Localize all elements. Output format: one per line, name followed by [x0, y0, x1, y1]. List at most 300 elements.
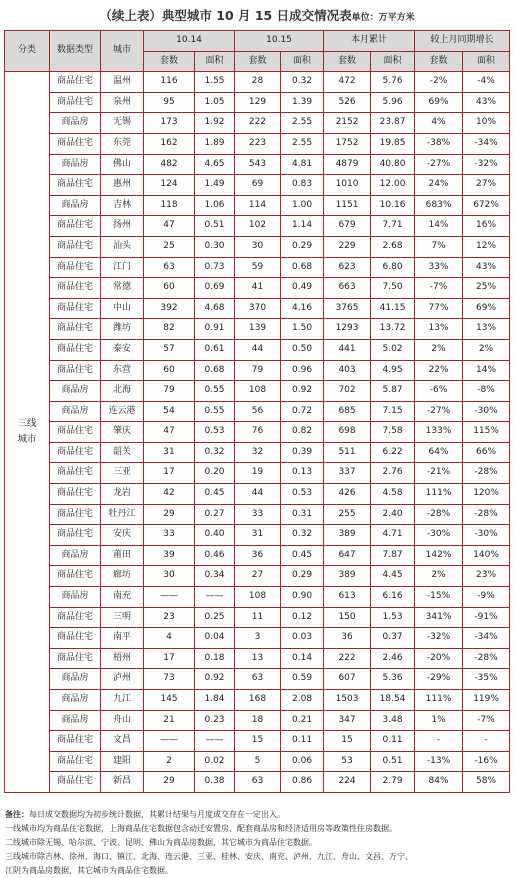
units-1015-cell: 30 — [235, 236, 281, 257]
units-growth-cell: 133% — [415, 422, 463, 443]
area-1014-cell: 0.46 — [195, 545, 235, 566]
city-cell: 南充 — [101, 587, 144, 608]
area-month-cell: 3.48 — [371, 710, 415, 731]
units-growth-cell: 2% — [415, 339, 463, 360]
units-growth-cell: -38% — [415, 133, 463, 154]
data-type-cell: 商品房 — [50, 587, 101, 608]
area-month-cell: 12.00 — [371, 175, 415, 196]
units-month-cell: 679 — [324, 216, 371, 237]
units-1014-cell: 145 — [144, 690, 195, 711]
area-growth-cell: - — [463, 731, 510, 752]
area-growth-cell: 2% — [463, 339, 510, 360]
city-cell: 泸州 — [101, 669, 144, 690]
units-1014-cell: 21 — [144, 710, 195, 731]
units-1015-cell: 32 — [235, 442, 281, 463]
header-area: 面积 — [195, 51, 235, 72]
area-1014-cell: 0.02 — [195, 751, 235, 772]
units-growth-cell: -27% — [415, 401, 463, 422]
data-type-cell: 商品住宅 — [50, 607, 101, 628]
units-month-cell: 441 — [324, 339, 371, 360]
units-1015-cell: 11 — [235, 607, 281, 628]
units-1015-cell: 28 — [235, 72, 281, 93]
units-1014-cell: 79 — [144, 381, 195, 402]
transaction-table — [4, 30, 510, 793]
units-1015-cell: 222 — [235, 113, 281, 134]
city-cell: 东营 — [101, 360, 144, 381]
units-month-cell: 426 — [324, 484, 371, 505]
area-1015-cell: 1.50 — [281, 319, 324, 340]
city-cell: 潍坊 — [101, 319, 144, 340]
area-1014-cell: 0.55 — [195, 381, 235, 402]
area-month-cell: 6.22 — [371, 442, 415, 463]
area-month-cell: 4.58 — [371, 484, 415, 505]
units-month-cell: 1752 — [324, 133, 371, 154]
units-growth-cell: -15% — [415, 587, 463, 608]
units-1015-cell: 76 — [235, 422, 281, 443]
units-growth-cell: 4% — [415, 113, 463, 134]
area-growth-cell: 115% — [463, 422, 510, 443]
header-units: 套数 — [235, 51, 281, 72]
area-month-cell: 0.51 — [371, 751, 415, 772]
data-type-cell: 商品房 — [50, 545, 101, 566]
table-row — [5, 669, 510, 690]
units-month-cell: 511 — [324, 442, 371, 463]
area-1015-cell: 0.53 — [281, 484, 324, 505]
area-1014-cell: 0.27 — [195, 504, 235, 525]
units-1015-cell: 139 — [235, 319, 281, 340]
area-month-cell: 4.71 — [371, 525, 415, 546]
table-row — [5, 257, 510, 278]
table-row — [5, 587, 510, 608]
units-1014-cell: 116 — [144, 72, 195, 93]
city-cell: 新昌 — [101, 772, 144, 793]
area-month-cell: 6.80 — [371, 257, 415, 278]
data-type-cell: 商品房 — [50, 710, 101, 731]
data-type-cell: 商品住宅 — [50, 751, 101, 772]
area-1014-cell: 0.51 — [195, 216, 235, 237]
data-type-cell: 商品住宅 — [50, 175, 101, 196]
data-type-cell: 商品住宅 — [50, 772, 101, 793]
units-month-cell: 698 — [324, 422, 371, 443]
area-1014-cell: 0.55 — [195, 401, 235, 422]
units-1015-cell: 223 — [235, 133, 281, 154]
data-type-cell: 商品住宅 — [50, 298, 101, 319]
city-cell: 南平 — [101, 628, 144, 649]
area-1015-cell: 0.06 — [281, 751, 324, 772]
area-1014-cell: 0.34 — [195, 566, 235, 587]
area-1014-cell: 1.55 — [195, 72, 235, 93]
units-month-cell: 2152 — [324, 113, 371, 134]
units-month-cell: 255 — [324, 504, 371, 525]
units-1014-cell: 47 — [144, 216, 195, 237]
area-1015-cell: 0.86 — [281, 772, 324, 793]
units-1015-cell: 543 — [235, 154, 281, 175]
area-1014-cell: 1.05 — [195, 92, 235, 113]
units-1015-cell: 31 — [235, 525, 281, 546]
table-row — [5, 175, 510, 196]
data-type-cell: 商品住宅 — [50, 628, 101, 649]
area-1015-cell: 0.21 — [281, 710, 324, 731]
units-1014-cell: 63 — [144, 257, 195, 278]
table-row — [5, 463, 510, 484]
data-type-cell: 商品住宅 — [50, 278, 101, 299]
table-row — [5, 751, 510, 772]
data-type-cell: 商品房 — [50, 381, 101, 402]
area-growth-cell: -4% — [463, 72, 510, 93]
units-growth-cell: 13% — [415, 319, 463, 340]
area-growth-cell: 140% — [463, 545, 510, 566]
area-month-cell: 40.80 — [371, 154, 415, 175]
table-row — [5, 545, 510, 566]
units-growth-cell: 7% — [415, 236, 463, 257]
units-month-cell: 1503 — [324, 690, 371, 711]
data-type-cell: 商品住宅 — [50, 339, 101, 360]
area-growth-cell: 14% — [463, 360, 510, 381]
area-growth-cell: -28% — [463, 504, 510, 525]
area-growth-cell: -7% — [463, 710, 510, 731]
area-month-cell: 0.11 — [371, 731, 415, 752]
header-date-1015: 10.15 — [235, 31, 324, 52]
area-growth-cell: 10% — [463, 113, 510, 134]
area-1015-cell: 1.00 — [281, 195, 324, 216]
area-1014-cell: 1.92 — [195, 113, 235, 134]
units-1014-cell: 60 — [144, 278, 195, 299]
city-cell: 九江 — [101, 690, 144, 711]
data-type-cell: 商品住宅 — [50, 133, 101, 154]
city-cell: 北海 — [101, 381, 144, 402]
area-growth-cell: 66% — [463, 442, 510, 463]
data-type-cell: 商品住宅 — [50, 731, 101, 752]
units-1014-cell: 47 — [144, 422, 195, 443]
city-cell: 中山 — [101, 298, 144, 319]
units-1014-cell: 17 — [144, 648, 195, 669]
units-growth-cell: -7% — [415, 278, 463, 299]
data-type-cell: 商品住宅 — [50, 216, 101, 237]
units-1015-cell: 168 — [235, 690, 281, 711]
city-cell: 东莞 — [101, 133, 144, 154]
units-1014-cell: 482 — [144, 154, 195, 175]
area-growth-cell: 16% — [463, 216, 510, 237]
area-growth-cell: 25% — [463, 278, 510, 299]
area-1014-cell: 0.68 — [195, 360, 235, 381]
units-1014-cell: —— — [144, 587, 195, 608]
units-1014-cell: 4 — [144, 628, 195, 649]
table-row — [5, 607, 510, 628]
units-growth-cell: 2% — [415, 566, 463, 587]
units-growth-cell: -20% — [415, 648, 463, 669]
units-month-cell: 224 — [324, 772, 371, 793]
data-type-cell: 商品住宅 — [50, 484, 101, 505]
area-1015-cell: 0.32 — [281, 72, 324, 93]
units-1014-cell: 54 — [144, 401, 195, 422]
units-1014-cell: 39 — [144, 545, 195, 566]
units-growth-cell: 111% — [415, 690, 463, 711]
area-1014-cell: 4.65 — [195, 154, 235, 175]
area-1015-cell: 2.08 — [281, 690, 324, 711]
data-type-cell: 商品房 — [50, 401, 101, 422]
area-1015-cell: 0.29 — [281, 566, 324, 587]
area-month-cell: 0.37 — [371, 628, 415, 649]
area-month-cell: 4.45 — [371, 566, 415, 587]
table-row — [5, 422, 510, 443]
area-month-cell: 19.85 — [371, 133, 415, 154]
area-growth-cell: -91% — [463, 607, 510, 628]
area-month-cell: 7.50 — [371, 278, 415, 299]
units-growth-cell: -28% — [415, 504, 463, 525]
units-1015-cell: 5 — [235, 751, 281, 772]
data-type-cell: 商品住宅 — [50, 525, 101, 546]
units-1014-cell: 29 — [144, 504, 195, 525]
city-cell: 江门 — [101, 257, 144, 278]
area-1015-cell: 0.39 — [281, 442, 324, 463]
area-growth-cell: -34% — [463, 133, 510, 154]
city-cell: 泉州 — [101, 92, 144, 113]
units-growth-cell: 111% — [415, 484, 463, 505]
area-month-cell: 41.15 — [371, 298, 415, 319]
area-1015-cell: 0.59 — [281, 669, 324, 690]
units-1015-cell: 63 — [235, 669, 281, 690]
table-body — [5, 72, 510, 793]
units-1014-cell: 95 — [144, 92, 195, 113]
units-growth-cell: -30% — [415, 525, 463, 546]
table-row — [5, 72, 510, 93]
header-category: 分类 — [5, 31, 50, 72]
city-cell: 肇庆 — [101, 422, 144, 443]
area-1015-cell: 0.12 — [281, 607, 324, 628]
area-1015-cell: 1.39 — [281, 92, 324, 113]
area-growth-cell: 58% — [463, 772, 510, 793]
area-1014-cell: 0.25 — [195, 607, 235, 628]
table-row — [5, 566, 510, 587]
units-growth-cell: 341% — [415, 607, 463, 628]
area-1014-cell: 4.68 — [195, 298, 235, 319]
data-type-cell: 商品房 — [50, 669, 101, 690]
data-type-cell: 商品住宅 — [50, 463, 101, 484]
units-growth-cell: 33% — [415, 257, 463, 278]
area-month-cell: 5.36 — [371, 669, 415, 690]
area-month-cell: 7.15 — [371, 401, 415, 422]
unit-label: 单位：万平方米 — [351, 13, 415, 23]
units-1015-cell: 36 — [235, 545, 281, 566]
units-growth-cell: -32% — [415, 628, 463, 649]
header-units: 套数 — [415, 51, 463, 72]
units-month-cell: 526 — [324, 92, 371, 113]
table-row — [5, 236, 510, 257]
area-1014-cell: 0.23 — [195, 710, 235, 731]
data-type-cell: 商品房 — [50, 690, 101, 711]
area-1014-cell: 0.30 — [195, 236, 235, 257]
city-cell: 连云港 — [101, 401, 144, 422]
area-1015-cell: 2.55 — [281, 133, 324, 154]
area-1015-cell: 0.31 — [281, 504, 324, 525]
table-row — [5, 628, 510, 649]
area-growth-cell: -32% — [463, 154, 510, 175]
units-growth-cell: -21% — [415, 463, 463, 484]
city-cell: 舟山 — [101, 710, 144, 731]
units-month-cell: 403 — [324, 360, 371, 381]
area-1014-cell: 0.20 — [195, 463, 235, 484]
area-1015-cell: 0.92 — [281, 381, 324, 402]
units-1015-cell: 59 — [235, 257, 281, 278]
city-cell: 汕头 — [101, 236, 144, 257]
city-cell: 梧州 — [101, 648, 144, 669]
area-growth-cell: -8% — [463, 381, 510, 402]
units-growth-cell: 77% — [415, 298, 463, 319]
header-data-type: 数据类型 — [50, 31, 101, 72]
area-month-cell: 6.16 — [371, 587, 415, 608]
city-cell: 三亚 — [101, 463, 144, 484]
area-1015-cell: 0.90 — [281, 587, 324, 608]
note-line: 二线城市除无锡、哈尔滨、宁波、昆明、佛山为商品房数据，其它城市为商品住宅数据。 — [5, 838, 317, 847]
table-row — [5, 504, 510, 525]
header-date-1014: 10.14 — [144, 31, 235, 52]
header-units: 套数 — [144, 51, 195, 72]
area-1015-cell: 0.50 — [281, 339, 324, 360]
area-1014-cell: 1.06 — [195, 195, 235, 216]
area-month-cell: 7.58 — [371, 422, 415, 443]
city-cell: 吉林 — [101, 195, 144, 216]
page-title — [0, 6, 514, 28]
table-row — [5, 298, 510, 319]
data-type-cell: 商品住宅 — [50, 236, 101, 257]
units-1014-cell: 29 — [144, 772, 195, 793]
city-cell: 韶关 — [101, 442, 144, 463]
area-1014-cell: 0.40 — [195, 525, 235, 546]
units-1015-cell: 44 — [235, 484, 281, 505]
units-1015-cell: 102 — [235, 216, 281, 237]
city-cell: 惠州 — [101, 175, 144, 196]
table-row — [5, 710, 510, 731]
units-growth-cell: 84% — [415, 772, 463, 793]
table-row — [5, 690, 510, 711]
units-growth-cell: -27% — [415, 154, 463, 175]
units-growth-cell: 142% — [415, 545, 463, 566]
area-1015-cell: 0.49 — [281, 278, 324, 299]
area-growth-cell: -16% — [463, 751, 510, 772]
area-1015-cell: 0.83 — [281, 175, 324, 196]
units-month-cell: 607 — [324, 669, 371, 690]
city-cell: 安庆 — [101, 525, 144, 546]
units-month-cell: 613 — [324, 587, 371, 608]
units-month-cell: 337 — [324, 463, 371, 484]
area-month-cell: 7.87 — [371, 545, 415, 566]
units-month-cell: 4879 — [324, 154, 371, 175]
area-1015-cell: 1.14 — [281, 216, 324, 237]
data-type-cell: 商品住宅 — [50, 422, 101, 443]
note-text: 每日成交数据均为初步统计数据，其累计结果与月度成交存在一定出入。 — [29, 810, 285, 819]
area-month-cell: 4.95 — [371, 360, 415, 381]
area-1014-cell: —— — [195, 731, 235, 752]
area-1015-cell: 2.55 — [281, 113, 324, 134]
area-1014-cell: 0.38 — [195, 772, 235, 793]
data-type-cell: 商品住宅 — [50, 648, 101, 669]
category-label: 三线城市 — [17, 418, 37, 446]
units-1015-cell: 114 — [235, 195, 281, 216]
area-1015-cell: 4.81 — [281, 154, 324, 175]
area-growth-cell: -9% — [463, 587, 510, 608]
note-line: 三线城市除吉林、徐州、海口、镇江、北海、连云港、三亚、桂林、安庆、南充、泸州、九江、舟山、文昌、万宁、 — [5, 852, 413, 861]
category-cell — [5, 72, 50, 793]
units-growth-cell: -13% — [415, 751, 463, 772]
units-growth-cell: 69% — [415, 92, 463, 113]
area-1015-cell: 4.16 — [281, 298, 324, 319]
table-row — [5, 401, 510, 422]
area-month-cell: 2.46 — [371, 648, 415, 669]
area-growth-cell: 27% — [463, 175, 510, 196]
area-month-cell: 5.96 — [371, 92, 415, 113]
note-line — [5, 808, 510, 822]
area-month-cell: 2.68 — [371, 236, 415, 257]
area-month-cell: 5.87 — [371, 381, 415, 402]
table-row — [5, 484, 510, 505]
units-1015-cell: 15 — [235, 731, 281, 752]
units-growth-cell: -2% — [415, 72, 463, 93]
area-1015-cell: 0.03 — [281, 628, 324, 649]
area-1015-cell: 0.11 — [281, 731, 324, 752]
table-row — [5, 525, 510, 546]
city-cell: 佛山 — [101, 154, 144, 175]
units-1015-cell: 19 — [235, 463, 281, 484]
units-1015-cell: 69 — [235, 175, 281, 196]
area-1014-cell: 0.91 — [195, 319, 235, 340]
data-type-cell: 商品住宅 — [50, 257, 101, 278]
units-1014-cell: 42 — [144, 484, 195, 505]
area-month-cell: 18.54 — [371, 690, 415, 711]
units-growth-cell: -6% — [415, 381, 463, 402]
units-month-cell: 36 — [324, 628, 371, 649]
table-row — [5, 195, 510, 216]
city-cell: 龙岩 — [101, 484, 144, 505]
area-1015-cell: 0.14 — [281, 648, 324, 669]
area-1015-cell: 0.82 — [281, 422, 324, 443]
units-1014-cell: 17 — [144, 463, 195, 484]
header-area: 面积 — [463, 51, 510, 72]
area-growth-cell: -34% — [463, 628, 510, 649]
city-cell: 泰安 — [101, 339, 144, 360]
units-1015-cell: 41 — [235, 278, 281, 299]
city-cell: 温州 — [101, 72, 144, 93]
units-1014-cell: 60 — [144, 360, 195, 381]
data-table-container — [4, 30, 509, 793]
table-header — [5, 31, 510, 72]
units-1015-cell: 79 — [235, 360, 281, 381]
units-1015-cell: 370 — [235, 298, 281, 319]
table-row — [5, 278, 510, 299]
units-month-cell: 1293 — [324, 319, 371, 340]
area-1015-cell: 0.29 — [281, 236, 324, 257]
area-month-cell: 2.79 — [371, 772, 415, 793]
area-growth-cell: -30% — [463, 401, 510, 422]
units-1015-cell: 44 — [235, 339, 281, 360]
city-cell: 建阳 — [101, 751, 144, 772]
area-month-cell: 23.87 — [371, 113, 415, 134]
units-1014-cell: —— — [144, 731, 195, 752]
city-cell: 廊坊 — [101, 566, 144, 587]
header-area: 面积 — [281, 51, 324, 72]
area-1014-cell: 1.89 — [195, 133, 235, 154]
units-1014-cell: 124 — [144, 175, 195, 196]
units-1015-cell: 129 — [235, 92, 281, 113]
units-1014-cell: 30 — [144, 566, 195, 587]
area-1014-cell: 1.84 — [195, 690, 235, 711]
note-line: 一线城市均为商品住宅数据，上海商品住宅数据包含动迁安置房、配套商品房和经济适用房等政策性住房数据。 — [5, 824, 397, 833]
units-month-cell: 647 — [324, 545, 371, 566]
units-growth-cell: 24% — [415, 175, 463, 196]
data-type-cell: 商品住宅 — [50, 360, 101, 381]
units-1014-cell: 118 — [144, 195, 195, 216]
units-1014-cell: 173 — [144, 113, 195, 134]
city-cell: 莆田 — [101, 545, 144, 566]
